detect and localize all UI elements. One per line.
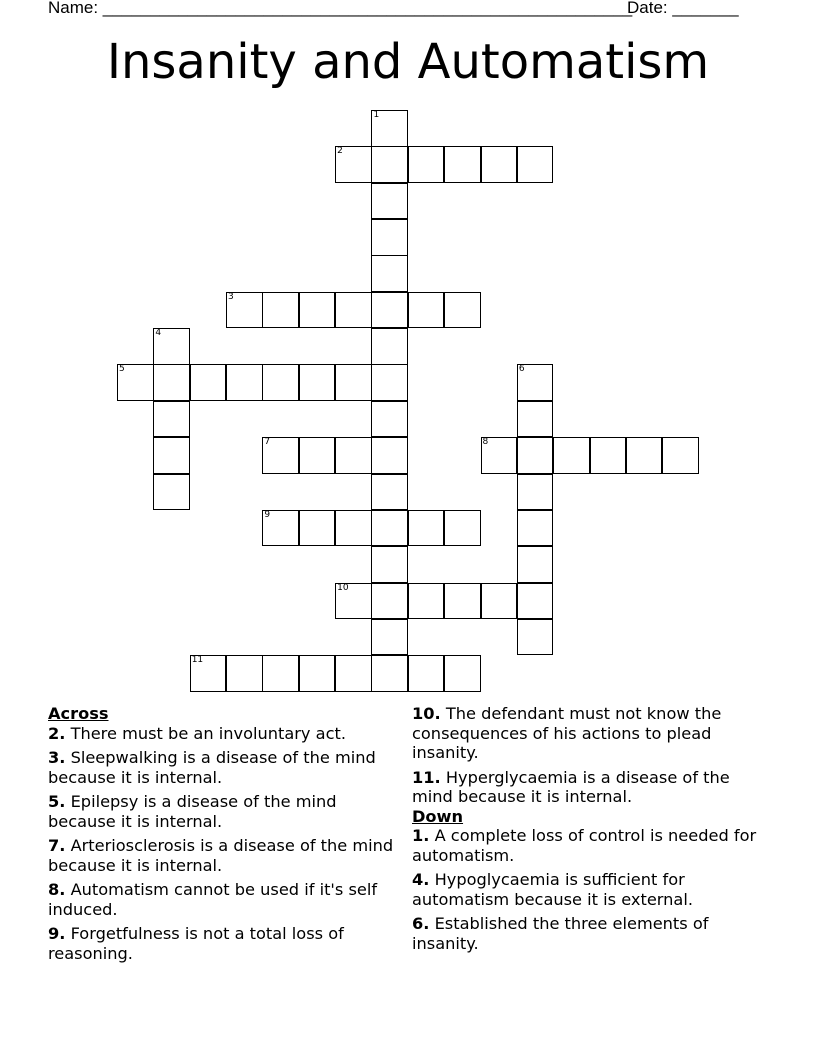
crossword-cell[interactable] <box>371 364 408 401</box>
clue-number: 4. <box>412 870 430 889</box>
crossword-cell[interactable] <box>190 655 227 692</box>
crossword-cell[interactable] <box>153 437 190 474</box>
across-clue <box>48 924 398 963</box>
clue-text: Established the three elements of insanity. <box>412 914 709 953</box>
down-clue <box>412 870 762 909</box>
crossword-cell[interactable] <box>517 146 554 183</box>
crossword-cell[interactable] <box>299 437 336 474</box>
name-field[interactable]: Name: ________________________________________________________ <box>48 0 633 17</box>
crossword-cell[interactable] <box>371 328 408 365</box>
cell-number: 7 <box>264 437 271 448</box>
clue-number: 8. <box>48 880 66 899</box>
crossword-cell[interactable] <box>408 655 445 692</box>
clue-text: Hypoglycaemia is sufficient for automatism because it is external. <box>412 870 693 909</box>
cell-number: 8 <box>482 437 489 448</box>
clue-text: Sleepwalking is a disease of the mind because it is internal. <box>48 748 376 787</box>
crossword-cell[interactable] <box>444 655 481 692</box>
crossword-cell[interactable] <box>371 546 408 583</box>
crossword-cell[interactable] <box>335 292 372 329</box>
crossword-cell[interactable] <box>153 364 190 401</box>
crossword-cell[interactable] <box>299 292 336 329</box>
crossword-cell[interactable] <box>626 437 663 474</box>
across-clue <box>412 768 762 807</box>
crossword-cell[interactable] <box>481 146 518 183</box>
crossword-cell[interactable] <box>408 146 445 183</box>
crossword-cell[interactable] <box>299 364 336 401</box>
crossword-cell[interactable] <box>444 292 481 329</box>
crossword-cell[interactable] <box>262 437 299 474</box>
crossword-cell[interactable] <box>444 510 481 547</box>
crossword-cell[interactable] <box>371 401 408 438</box>
crossword-cell[interactable] <box>553 437 590 474</box>
clue-number: 5. <box>48 792 66 811</box>
clue-text: Arteriosclerosis is a disease of the mind because it is internal. <box>48 836 394 875</box>
clue-number: 1. <box>412 826 430 845</box>
clue-text: Hyperglycaemia is a disease of the mind because it is internal. <box>412 767 730 806</box>
cell-number: 9 <box>264 509 271 520</box>
crossword-cell[interactable] <box>371 255 408 292</box>
crossword-cell[interactable] <box>371 183 408 220</box>
crossword-cell[interactable] <box>226 655 263 692</box>
clue-text: The defendant must not know the consequences of his actions to plead insanity. <box>412 704 722 762</box>
crossword-cell[interactable] <box>371 474 408 511</box>
cell-number: 4 <box>155 328 162 339</box>
clue-text: Forgetfulness is not a total loss of reasoning. <box>48 924 344 963</box>
crossword-cell[interactable] <box>371 510 408 547</box>
clues-right-column <box>412 704 762 958</box>
crossword-cell[interactable] <box>662 437 699 474</box>
crossword-cell[interactable] <box>335 655 372 692</box>
crossword-cell[interactable] <box>517 364 554 401</box>
clue-text: A complete loss of control is needed for automatism. <box>412 826 757 865</box>
clue-text: There must be an involuntary act. <box>70 723 346 743</box>
across-clue <box>48 792 398 831</box>
crossword-cell[interactable] <box>517 401 554 438</box>
crossword-cell[interactable] <box>408 292 445 329</box>
crossword-cell[interactable] <box>517 510 554 547</box>
cell-number: 3 <box>228 291 234 302</box>
crossword-cell[interactable] <box>262 292 299 329</box>
down-clue <box>412 826 762 865</box>
down-clue <box>412 914 762 953</box>
crossword-cell[interactable] <box>335 364 372 401</box>
crossword-cell[interactable] <box>481 437 518 474</box>
crossword-cell[interactable] <box>371 655 408 692</box>
crossword-cell[interactable] <box>517 583 554 620</box>
clue-number: 7. <box>48 836 66 855</box>
crossword-cell[interactable] <box>371 146 408 183</box>
cell-number: 6 <box>518 364 525 375</box>
cell-number: 2 <box>337 146 343 157</box>
crossword-cell[interactable] <box>153 328 190 365</box>
crossword-cell[interactable] <box>371 619 408 656</box>
clue-number: 6. <box>412 914 430 933</box>
crossword-cell[interactable] <box>153 474 190 511</box>
crossword-cell[interactable] <box>517 474 554 511</box>
across-clue <box>48 748 398 787</box>
crossword-cell[interactable] <box>262 364 299 401</box>
crossword-cell[interactable] <box>335 437 372 474</box>
crossword-cell[interactable] <box>190 364 227 401</box>
cell-number: 10 <box>337 582 349 593</box>
crossword-cell[interactable] <box>371 292 408 329</box>
clue-number: 11. <box>412 767 441 787</box>
crossword-cell[interactable] <box>481 583 518 620</box>
crossword-cell[interactable] <box>226 292 263 329</box>
across-clue <box>48 880 398 919</box>
crossword-cell[interactable] <box>299 655 336 692</box>
crossword-cell[interactable] <box>371 110 408 147</box>
crossword-cell[interactable] <box>590 437 627 474</box>
cell-number: 11 <box>191 655 204 666</box>
crossword-cell[interactable] <box>517 546 554 583</box>
crossword-cell[interactable] <box>262 510 299 547</box>
crossword-cell[interactable] <box>335 583 372 620</box>
crossword-cell[interactable] <box>408 583 445 620</box>
clue-number: 3. <box>48 748 66 767</box>
crossword-cell[interactable] <box>517 619 554 656</box>
crossword-cell[interactable] <box>226 364 263 401</box>
cell-number: 1 <box>373 110 380 120</box>
crossword-cell[interactable] <box>335 510 372 547</box>
crossword-cell[interactable] <box>371 219 408 256</box>
cell-number: 5 <box>119 364 125 375</box>
across-clue <box>48 836 398 875</box>
crossword-cell[interactable] <box>335 146 372 183</box>
crossword-cell[interactable] <box>517 437 554 474</box>
crossword-cell[interactable] <box>299 510 336 547</box>
clue-number: 2. <box>48 723 66 743</box>
crossword-cell[interactable] <box>371 437 408 474</box>
crossword-cell[interactable] <box>444 146 481 183</box>
clues-left-column <box>48 704 398 968</box>
clue-number: 9. <box>48 924 66 943</box>
crossword-cell[interactable] <box>371 583 408 620</box>
across-heading: Across <box>48 704 109 723</box>
clue-text: Automatism cannot be used if it's self induced. <box>48 880 378 919</box>
across-clue <box>412 704 762 763</box>
crossword-cell[interactable] <box>153 401 190 438</box>
clue-number: 10. <box>412 704 441 723</box>
across-clue <box>48 724 398 744</box>
crossword-cell[interactable] <box>444 583 481 620</box>
clue-text: Epilepsy is a disease of the mind because it is internal. <box>48 792 337 831</box>
down-heading: Down <box>412 806 464 826</box>
page-title: Insanity and Automatism <box>106 34 710 90</box>
crossword-cell[interactable] <box>117 364 154 401</box>
date-field[interactable]: Date: _______ <box>627 0 739 17</box>
crossword-cell[interactable] <box>408 510 445 547</box>
crossword-cell[interactable] <box>262 655 299 692</box>
